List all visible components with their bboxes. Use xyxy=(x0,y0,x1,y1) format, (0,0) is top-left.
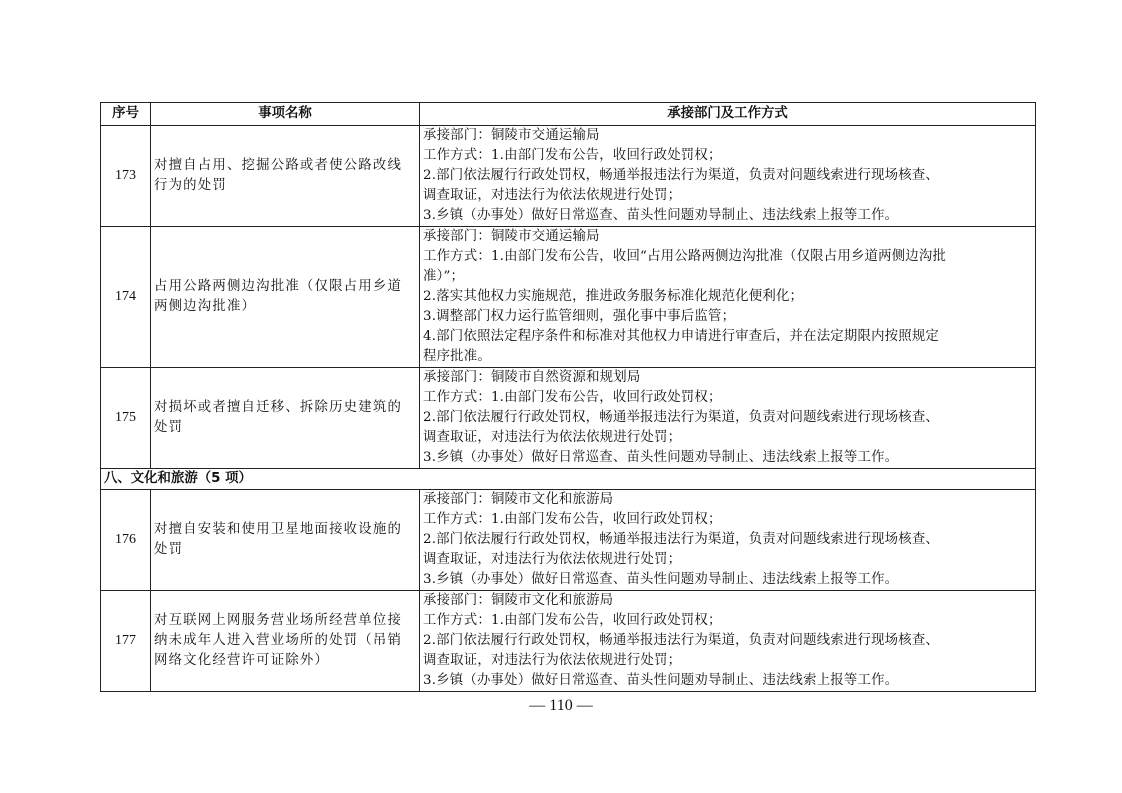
matters-table xyxy=(100,102,1036,692)
page-number: — 110 — xyxy=(529,697,593,714)
section-row xyxy=(101,469,1036,490)
dept-method-line: 工作方式：1.由部门发布公告，收回“占用公路两侧边沟批准（仅限占用乡道两侧边沟批 xyxy=(423,249,947,264)
dept-method-line: 承接部门：铜陵市文化和旅游局 xyxy=(423,492,614,507)
row-matter-name: 对擅自安装和使用卫星地面接收设施的处罚 xyxy=(151,490,420,591)
table-body-bottom xyxy=(101,490,1036,692)
dept-method-line: 2.部门依法履行行政处罚权，畅通举报违法行为渠道，负责对问题线索进行现场核查、 xyxy=(423,532,940,547)
dept-method-line: 工作方式：1.由部门发布公告，收回行政处罚权； xyxy=(423,613,722,628)
row-seq: 173 xyxy=(101,126,151,227)
dept-method-line: 3.乡镇（办事处）做好日常巡查、苗头性问题劝导制止、违法线索上报等工作。 xyxy=(423,208,899,223)
row-matter-name: 占用公路两侧边沟批准（仅限占用乡道两侧边沟批准） xyxy=(151,227,420,368)
header-name: 事项名称 xyxy=(151,103,420,126)
row-dept-method xyxy=(420,490,1036,591)
dept-method-line: 2.落实其他权力实施规范，推进政务服务标准化规范化便利化； xyxy=(423,289,804,304)
dept-method-line: 3.调整部门权力运行监管细则，强化事中事后监管； xyxy=(423,309,736,324)
dept-method-line: 调查取证，对违法行为依法依规进行处罚； xyxy=(423,653,682,668)
dept-method-line: 承接部门：铜陵市自然资源和规划局 xyxy=(423,370,641,385)
dept-method-line: 工作方式：1.由部门发布公告，收回行政处罚权； xyxy=(423,390,722,405)
row-seq: 175 xyxy=(101,368,151,469)
dept-method-line: 准）”； xyxy=(423,269,465,284)
table-row xyxy=(101,227,1036,368)
dept-method-line: 3.乡镇（办事处）做好日常巡查、苗头性问题劝导制止、违法线索上报等工作。 xyxy=(423,673,899,688)
row-seq: 174 xyxy=(101,227,151,368)
section-title: 八、文化和旅游（5 项） xyxy=(101,469,1036,490)
table-body-section xyxy=(101,469,1036,490)
table-body-top xyxy=(101,126,1036,469)
table-row xyxy=(101,368,1036,469)
row-dept-method xyxy=(420,591,1036,692)
dept-method-line: 3.乡镇（办事处）做好日常巡查、苗头性问题劝导制止、违法线索上报等工作。 xyxy=(423,572,899,587)
table-row xyxy=(101,591,1036,692)
dept-method-line: 4.部门依照法定程序条件和标准对其他权力申请进行审查后，并在法定期限内按照规定 xyxy=(423,329,940,344)
row-matter-name: 对互联网上网服务营业场所经营单位接纳未成年人进入营业场所的处罚（吊销网络文化经营许可证除外） xyxy=(151,591,420,692)
dept-method-line: 承接部门：铜陵市交通运输局 xyxy=(423,229,600,244)
row-seq: 177 xyxy=(101,591,151,692)
dept-method-line: 调查取证，对违法行为依法依规进行处罚； xyxy=(423,188,682,203)
table-header-row xyxy=(101,103,1036,126)
table-row xyxy=(101,126,1036,227)
dept-method-line: 调查取证，对违法行为依法依规进行处罚； xyxy=(423,552,682,567)
dept-method-line: 2.部门依法履行行政处罚权，畅通举报违法行为渠道，负责对问题线索进行现场核查、 xyxy=(423,410,940,425)
dept-method-line: 2.部门依法履行行政处罚权，畅通举报违法行为渠道，负责对问题线索进行现场核查、 xyxy=(423,168,940,183)
row-matter-name: 对擅自占用、挖掘公路或者使公路改线行为的处罚 xyxy=(151,126,420,227)
row-seq: 176 xyxy=(101,490,151,591)
dept-method-line: 承接部门：铜陵市文化和旅游局 xyxy=(423,593,614,608)
dept-method-line: 工作方式：1.由部门发布公告，收回行政处罚权； xyxy=(423,148,722,163)
row-dept-method xyxy=(420,368,1036,469)
dept-method-line: 工作方式：1.由部门发布公告，收回行政处罚权； xyxy=(423,512,722,527)
header-seq: 序号 xyxy=(101,103,151,126)
header-dept: 承接部门及工作方式 xyxy=(420,103,1036,126)
dept-method-line: 承接部门：铜陵市交通运输局 xyxy=(423,128,600,143)
row-dept-method xyxy=(420,126,1036,227)
table-row xyxy=(101,490,1036,591)
row-matter-name: 对损坏或者擅自迁移、拆除历史建筑的处罚 xyxy=(151,368,420,469)
dept-method-line: 2.部门依法履行行政处罚权，畅通举报违法行为渠道，负责对问题线索进行现场核查、 xyxy=(423,633,940,648)
row-dept-method xyxy=(420,227,1036,368)
dept-method-line: 3.乡镇（办事处）做好日常巡查、苗头性问题劝导制止、违法线索上报等工作。 xyxy=(423,450,899,465)
dept-method-line: 程序批准。 xyxy=(423,349,491,364)
dept-method-line: 调查取证，对违法行为依法依规进行处罚； xyxy=(423,430,682,445)
